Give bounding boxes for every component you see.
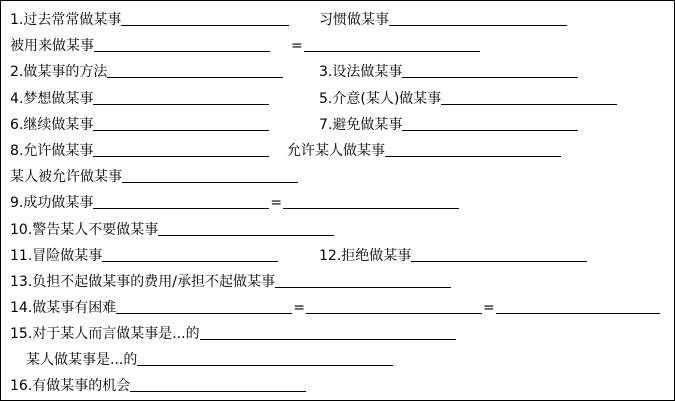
answer-blank[interactable] — [102, 247, 278, 262]
answer-blank[interactable] — [402, 63, 578, 78]
item-label: 习惯做某事 — [319, 12, 389, 28]
equals-sign: = — [293, 300, 305, 316]
item-label: 1.过去常常做某事 — [10, 12, 122, 28]
item-8 — [10, 140, 269, 160]
item-label: 2.做某事的方法 — [10, 64, 108, 80]
item-label: 14.做某事有困难 — [10, 300, 117, 316]
answer-blank[interactable] — [158, 221, 334, 236]
item-label: 允许某人做某事 — [287, 143, 385, 159]
answer-blank[interactable] — [304, 37, 480, 52]
equals-sign: = — [483, 300, 495, 316]
answer-blank[interactable] — [121, 11, 289, 26]
item-label: 11.冒险做某事 — [10, 248, 103, 264]
answer-blank[interactable] — [93, 90, 269, 105]
answer-blank[interactable] — [306, 299, 482, 314]
answer-blank[interactable] — [93, 142, 269, 157]
item-10 — [10, 219, 334, 239]
item-6 — [10, 114, 269, 134]
item-label: 16.有做某事的机会 — [10, 378, 131, 394]
answer-blank[interactable] — [275, 273, 451, 288]
answer-blank[interactable] — [200, 325, 456, 340]
answer-blank[interactable] — [94, 37, 270, 52]
item-label: 7.避免做某事 — [319, 117, 403, 133]
item-15 — [10, 323, 456, 343]
answer-blank[interactable] — [283, 194, 459, 209]
answer-blank[interactable] — [385, 142, 561, 157]
item-11 — [10, 245, 278, 265]
item-1d — [290, 35, 480, 55]
answer-blank[interactable] — [441, 90, 617, 105]
item-label: 9.成功做某事 — [10, 195, 94, 211]
item-label: 4.梦想做某事 — [10, 91, 94, 107]
answer-blank[interactable] — [122, 168, 298, 183]
answer-blank[interactable] — [496, 299, 660, 314]
item-14 — [10, 297, 660, 317]
answer-blank[interactable] — [130, 377, 306, 392]
answer-blank[interactable] — [93, 116, 269, 131]
answer-blank[interactable] — [93, 194, 269, 209]
item-label: 8.允许做某事 — [10, 143, 94, 159]
item-8b — [287, 140, 561, 160]
answer-blank[interactable] — [402, 116, 578, 131]
item-8c — [10, 166, 298, 186]
item-label: 10.警告某人不要做某事 — [10, 222, 159, 238]
item-label: 6.继续做某事 — [10, 117, 94, 133]
item-4 — [10, 88, 269, 108]
item-9 — [10, 192, 459, 212]
equals-sign: = — [291, 38, 303, 54]
item-5 — [319, 88, 617, 108]
item-15b — [26, 349, 393, 369]
item-1b — [319, 9, 567, 29]
item-1c — [10, 35, 270, 55]
answer-blank[interactable] — [137, 351, 393, 366]
answer-blank[interactable] — [107, 63, 283, 78]
answer-blank[interactable] — [116, 299, 292, 314]
item-2 — [10, 61, 283, 81]
item-label: 某人做某事是...的 — [26, 352, 138, 368]
item-16 — [10, 375, 306, 395]
item-label: 被用来做某事 — [10, 38, 94, 54]
item-1 — [10, 9, 289, 29]
item-label: 13.负担不起做某事的费用/承担不起做某事 — [10, 274, 275, 290]
item-label: 某人被允许做某事 — [10, 169, 122, 185]
item-label: 3.设法做某事 — [319, 64, 403, 80]
equals-sign: = — [270, 195, 283, 211]
item-label: 15.对于某人而言做某事是...的 — [10, 326, 200, 342]
item-3 — [319, 61, 578, 81]
answer-blank[interactable] — [411, 247, 587, 262]
item-13 — [10, 271, 451, 291]
item-7 — [319, 114, 578, 134]
item-12 — [319, 245, 587, 265]
answer-blank[interactable] — [389, 11, 567, 26]
item-label: 12.拒绝做某事 — [319, 248, 412, 264]
item-label: 5.介意(某人)做某事 — [319, 91, 442, 107]
